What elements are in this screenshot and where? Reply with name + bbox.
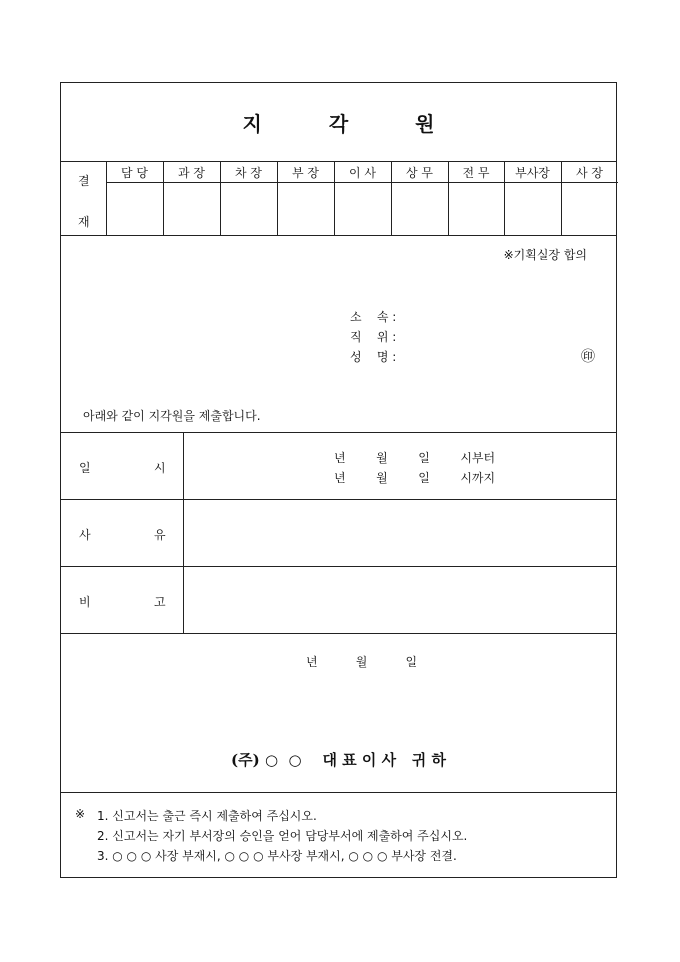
seal-mark: ㊞ (581, 349, 595, 365)
approval-col-header: 사 장 (576, 166, 603, 180)
approval-col-header: 이 사 (349, 166, 376, 180)
datetime-line-from: 년 월 일 시부터 (334, 451, 496, 465)
consult-note: ※기획실장 합의 (503, 248, 587, 262)
divider (61, 792, 616, 793)
addressee: (주) ○ ○ 대 표 이 사 귀 하 (231, 751, 446, 769)
submit-date: 년 월 일 (306, 655, 418, 669)
intro-text: 아래와 같이 지각원을 제출합니다. (83, 409, 261, 423)
reason-label: 유 (154, 528, 166, 542)
title-char-1: 지 (242, 112, 262, 136)
remark-label: 비 (79, 595, 91, 609)
note-item: 3. ○ ○ ○ 사장 부재시, ○ ○ ○ 부사장 부재시, ○ ○ ○ 부사장 전결. (97, 849, 457, 863)
remark-label: 고 (154, 595, 166, 609)
divider (61, 499, 616, 500)
dept-label: 소 속 : (350, 310, 397, 324)
form-title (61, 108, 616, 137)
approval-col-header: 전 무 (462, 166, 490, 180)
divider (106, 182, 618, 183)
divider (61, 633, 616, 634)
note-item: 1. 신고서는 출근 즉시 제출하여 주십시오. (97, 809, 317, 823)
datetime-label: 일 (79, 461, 91, 475)
form-frame (60, 82, 617, 878)
title-char-2: 각 (328, 112, 349, 136)
datetime-line-to: 년 월 일 시까지 (334, 471, 496, 485)
divider (61, 235, 616, 236)
position-label: 직 위 : (350, 330, 397, 344)
title-char-3: 원 (415, 112, 435, 136)
approval-side-label-top: 결 (78, 174, 90, 188)
divider (61, 161, 616, 162)
approval-col-header: 부사장 (515, 166, 550, 180)
reason-label: 사 (79, 528, 91, 542)
divider (61, 566, 616, 567)
datetime-label: 시 (154, 461, 166, 475)
name-label: 성 명 : (350, 350, 397, 364)
divider (183, 432, 184, 633)
approval-col-header: 과 장 (178, 166, 205, 180)
approval-side-label-bottom: 재 (78, 215, 90, 229)
notes-mark: ※ (75, 807, 86, 821)
approval-col-header: 차 장 (235, 166, 262, 180)
approval-col-header: 담 당 (121, 166, 148, 180)
approval-col-header: 상 무 (406, 166, 433, 180)
note-item: 2. 신고서는 자기 부서장의 승인을 얻어 담당부서에 제출하여 주십시오. (97, 829, 468, 843)
approval-col-header: 부 장 (292, 166, 319, 180)
divider (61, 432, 616, 433)
